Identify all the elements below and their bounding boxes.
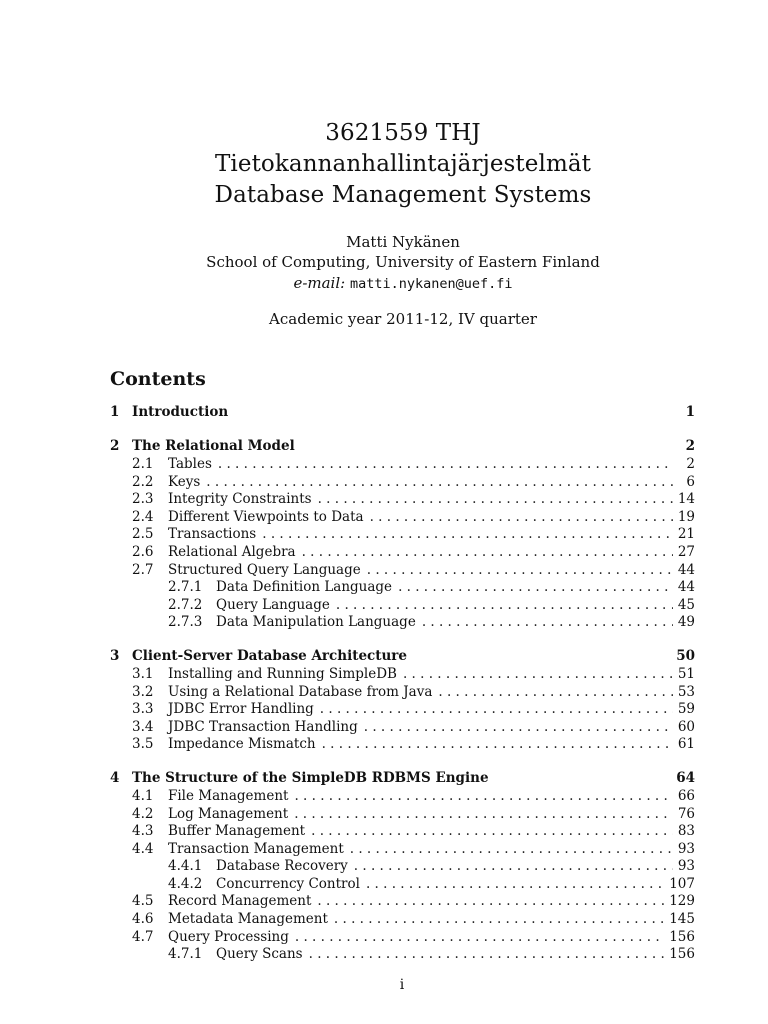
toc-entry-page: 107 — [669, 875, 695, 892]
toc-section-entry[interactable] — [110, 929, 695, 947]
toc-entry-page: 156 — [669, 946, 695, 963]
toc-entry-page: 1 — [685, 404, 695, 420]
toc-chapter-entry[interactable] — [110, 769, 695, 788]
toc-section-entry[interactable] — [110, 491, 695, 509]
dot-leader — [350, 841, 673, 859]
dot-leader — [309, 946, 666, 964]
dot-leader — [367, 562, 673, 580]
toc-entry-page: 53 — [677, 683, 695, 700]
toc-chapter-entry[interactable] — [110, 647, 695, 666]
toc-entry-title: Query Processing — [168, 928, 289, 945]
toc-chapter-entry[interactable] — [110, 403, 695, 422]
toc-entry-number: 2.5 — [132, 526, 154, 543]
toc-entry-number: 2 — [110, 438, 120, 454]
toc-entry-page: 27 — [677, 543, 695, 560]
page-number: i — [399, 977, 405, 993]
toc-entry-number: 4.7.1 — [168, 946, 203, 963]
toc-section-entry[interactable] — [110, 806, 695, 824]
toc-section-entry[interactable] — [110, 893, 695, 911]
toc-entry-title: Query Language — [216, 596, 330, 613]
toc-entry-title: Database Recovery — [216, 858, 348, 875]
toc-entry-page: 76 — [677, 805, 695, 822]
dot-leader — [354, 858, 673, 876]
toc-entry-number: 2.3 — [132, 491, 154, 508]
dot-leader — [317, 893, 665, 911]
toc-entry-page: 51 — [677, 665, 695, 682]
toc-entry-number: 3.3 — [132, 701, 154, 718]
toc-section-entry[interactable] — [110, 911, 695, 929]
toc-entry-number: 4.4.1 — [168, 858, 203, 875]
toc-section-entry[interactable] — [110, 526, 695, 544]
toc-entry-page: 129 — [669, 893, 695, 910]
toc-entry-number: 2.2 — [132, 473, 154, 490]
toc-entry-page: 14 — [677, 491, 695, 508]
contents-heading: Contents — [110, 368, 206, 390]
toc-entry-page: 145 — [669, 911, 695, 928]
author-affiliation: School of Computing, University of Eastern Finland — [206, 253, 600, 271]
toc-entry-number: 4.3 — [132, 823, 154, 840]
toc-section-entry[interactable] — [110, 736, 695, 754]
toc-subsection-entry[interactable] — [110, 858, 695, 876]
toc-section-entry[interactable] — [110, 562, 695, 580]
dot-leader — [334, 911, 665, 929]
toc-chapter — [110, 437, 695, 632]
toc-entry-page: 2 — [686, 456, 695, 472]
toc-entry-title: Client-Server Database Architecture — [132, 647, 408, 664]
toc-entry-page: 49 — [677, 614, 695, 631]
course-code: 3621559 THJ — [325, 120, 481, 146]
toc-chapter — [110, 647, 695, 754]
toc-entry-page: 59 — [677, 701, 695, 718]
toc-entry-page: 93 — [677, 840, 695, 857]
toc-entry-number: 3.1 — [132, 665, 154, 682]
toc-entry-number: 4 — [110, 769, 120, 786]
email-address: matti.nykanen@uef.fi — [349, 276, 513, 292]
toc-entry-page: 50 — [676, 647, 695, 664]
dot-leader — [218, 456, 673, 474]
toc-section-entry[interactable] — [110, 474, 695, 492]
toc-subsection-entry[interactable] — [110, 597, 695, 615]
dot-leader — [370, 509, 673, 527]
toc-entry-number: 3.5 — [132, 736, 154, 753]
toc-entry-title: Query Scans — [216, 946, 303, 963]
toc-entry-number: 2.7.1 — [168, 579, 203, 596]
toc-entry-page: 64 — [676, 769, 695, 786]
toc-entry-number: 3 — [110, 647, 120, 664]
toc-entry-title: Transaction Management — [168, 840, 344, 857]
dot-leader — [322, 736, 673, 754]
toc-entry-page: 93 — [677, 858, 695, 875]
toc-section-entry[interactable] — [110, 701, 695, 719]
toc-section-entry[interactable] — [110, 666, 695, 684]
toc-entry-title: Structured Query Language — [168, 561, 361, 578]
toc-entry-page: 44 — [677, 579, 695, 596]
toc-entry-number: 2.4 — [132, 508, 154, 525]
toc-section-entry[interactable] — [110, 823, 695, 841]
toc-entry-number: 4.2 — [132, 805, 154, 822]
toc-section-entry[interactable] — [110, 719, 695, 737]
toc-entry-page: 44 — [677, 561, 695, 578]
table-of-contents — [110, 403, 695, 964]
toc-entry-page: 45 — [677, 596, 695, 613]
toc-entry-number: 3.2 — [132, 683, 154, 700]
toc-entry-title: Integrity Constraints — [168, 491, 312, 508]
toc-entry-title: JDBC Transaction Handling — [168, 718, 358, 735]
author-name: Matti Nykänen — [346, 233, 460, 251]
toc-entry-number: 4.4 — [132, 840, 154, 857]
dot-leader — [422, 614, 673, 632]
toc-subsection-entry[interactable] — [110, 946, 695, 964]
toc-entry-page: 2 — [685, 438, 695, 454]
dot-leader — [206, 474, 673, 492]
toc-entry-title: The Structure of the SimpleDB RDBMS Engine — [132, 769, 489, 786]
toc-entry-title: JDBC Error Handling — [168, 701, 314, 718]
dot-leader — [403, 666, 673, 684]
toc-entry-page: 60 — [677, 718, 695, 735]
title-block — [0, 118, 768, 329]
toc-chapter — [110, 403, 695, 422]
dot-leader — [294, 788, 673, 806]
dot-leader — [302, 544, 673, 562]
toc-entry-title: Different Viewpoints to Data — [168, 508, 364, 525]
toc-entry-title: Concurrency Control — [216, 875, 360, 892]
toc-chapter — [110, 769, 695, 964]
toc-entry-title: File Management — [168, 787, 289, 804]
toc-entry-title: Data Definition Language — [216, 579, 393, 596]
toc-entry-number: 2.1 — [132, 456, 154, 472]
course-title-finnish: Tietokannanhallintajärjestelmät — [214, 151, 592, 177]
toc-section-entry[interactable] — [110, 788, 695, 806]
toc-entry-number: 1 — [110, 404, 120, 420]
toc-entry-page: 6 — [686, 473, 695, 490]
toc-entry-number: 2.7 — [132, 561, 154, 578]
toc-section-entry[interactable] — [110, 544, 695, 562]
toc-entry-number: 4.1 — [132, 787, 154, 804]
toc-section-entry[interactable] — [110, 841, 695, 859]
toc-entry-title: Installing and Running SimpleDB — [168, 665, 397, 682]
toc-entry-page: 61 — [677, 736, 695, 753]
dot-leader — [262, 526, 673, 544]
toc-entry-number: 4.6 — [132, 911, 154, 928]
toc-entry-page: 21 — [677, 526, 695, 543]
toc-entry-number: 2.6 — [132, 543, 154, 560]
dot-leader — [320, 701, 673, 719]
toc-entry-title: Buffer Management — [168, 823, 306, 840]
toc-section-entry[interactable] — [110, 456, 695, 474]
email-label: e-mail: — [293, 274, 346, 292]
course-title-english: Database Management Systems — [214, 182, 592, 208]
toc-entry-page: 19 — [677, 508, 695, 525]
toc-entry-number: 4.7 — [132, 928, 154, 945]
toc-entry-number: 4.5 — [132, 893, 154, 910]
toc-entry-title: Record Management — [168, 893, 312, 910]
toc-entry-page: 66 — [677, 787, 695, 804]
toc-entry-title: Transactions — [168, 526, 257, 543]
toc-entry-title: Using a Relational Database from Java — [168, 683, 433, 700]
toc-entry-title: Log Management — [168, 805, 289, 822]
toc-entry-title: Data Manipulation Language — [216, 614, 416, 631]
academic-year: Academic year 2011-12, IV quarter — [269, 310, 537, 328]
toc-entry-number: 3.4 — [132, 718, 154, 735]
toc-entry-page: 83 — [677, 823, 695, 840]
dot-leader — [398, 579, 673, 597]
dot-leader — [364, 719, 673, 737]
author-email-line — [0, 273, 768, 295]
toc-section-entry[interactable] — [110, 509, 695, 527]
toc-entry-page: 156 — [669, 928, 695, 945]
toc-entry-title: Impedance Mismatch — [168, 736, 316, 753]
toc-subsection-entry[interactable] — [110, 876, 695, 894]
toc-entry-title: Metadata Management — [168, 911, 328, 928]
dot-leader — [294, 806, 673, 824]
dot-leader — [438, 684, 673, 702]
dot-leader — [295, 929, 665, 947]
dot-leader — [336, 597, 673, 615]
toc-subsection-entry[interactable] — [110, 614, 695, 632]
toc-entry-title: The Relational Model — [132, 438, 295, 454]
dot-leader — [366, 876, 665, 894]
toc-entry-number: 4.4.2 — [168, 875, 203, 892]
toc-entry-title: Keys — [168, 473, 201, 490]
toc-entry-number: 2.7.2 — [168, 596, 203, 613]
toc-chapter-entry[interactable] — [110, 437, 695, 456]
toc-section-entry[interactable] — [110, 684, 695, 702]
toc-entry-title: Tables — [168, 456, 212, 472]
toc-entry-title: Introduction — [132, 404, 229, 420]
dot-leader — [311, 823, 673, 841]
toc-subsection-entry[interactable] — [110, 579, 695, 597]
toc-entry-number: 2.7.3 — [168, 614, 203, 631]
toc-entry-title: Relational Algebra — [168, 543, 296, 560]
dot-leader — [318, 491, 673, 509]
